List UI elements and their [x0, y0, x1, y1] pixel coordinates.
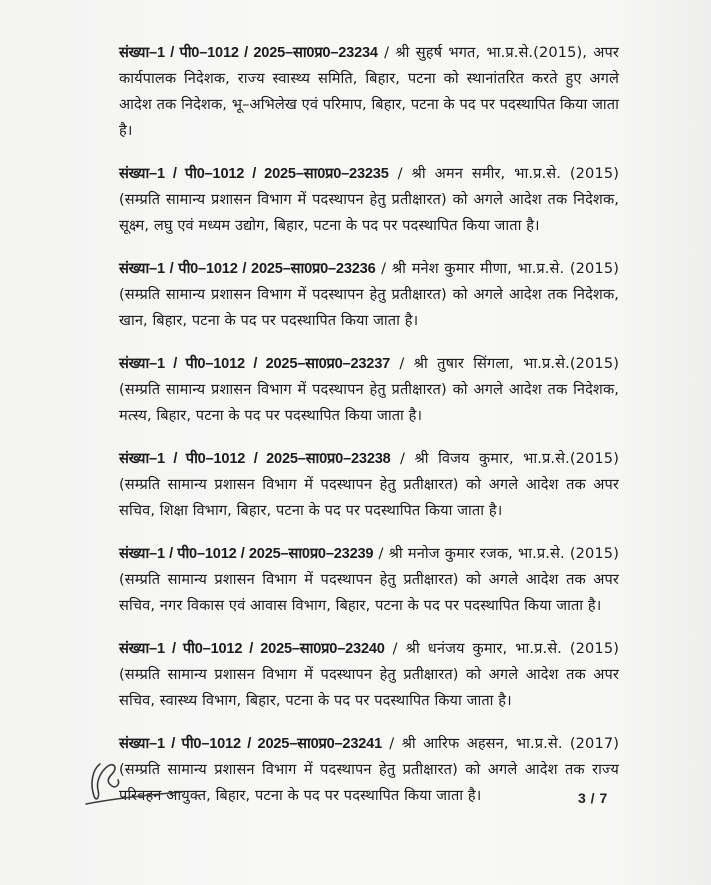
order-reference: संख्या–1 / पी0–1012 / 2025–सा0प्र0–23236 [119, 261, 376, 277]
order-paragraph-23236 [119, 256, 619, 334]
order-reference: संख्या–1 / पी0–1012 / 2025–सा0प्र0–23237 [119, 356, 391, 372]
order-paragraph-23234 [119, 40, 619, 144]
order-text: / श्री धनंजय कुमार, भा.प्र.से. (2015) (सम्प्रति सामान्य प्रशासन विभाग में पदस्थापन हेतु प्रतीक्षारत) को अगले आदेश तक अपर सचिव, स्वास्थ्य विभाग, बिहार, पटना के पद पर पदस्थापित किया जाता है। [119, 640, 619, 709]
order-text: / श्री मनेश कुमार मीणा, भा.प्र.से. (2015) (सम्प्रति सामान्य प्रशासन विभाग में पदस्थापन हेतु प्रतीक्षारत) को अगले आदेश तक निदेशक, खान, बिहार, पटना के पद पर पदस्थापित किया जाता है। [119, 260, 619, 329]
order-paragraph-23237 [119, 351, 619, 429]
order-paragraph-23240 [119, 636, 619, 714]
page-number: 3 / 7 [578, 790, 608, 806]
order-text: / श्री तुषार सिंगला, भा.प्र.से.(2015) (सम्प्रति सामान्य प्रशासन विभाग में पदस्थापन हेतु प्रतीक्षारत) को अगले आदेश तक निदेशक, मत्स्य, बिहार, पटना के पद पर पदस्थापित किया जाता है। [119, 355, 619, 424]
signature-initials-icon [78, 752, 188, 812]
order-paragraph-23238 [119, 446, 619, 524]
order-text: / श्री विजय कुमार, भा.प्र.से.(2015) (सम्प्रति सामान्य प्रशासन विभाग में पदस्थापन हेतु प्रतीक्षारत) को अगले आदेश तक अपर सचिव, शिक्षा विभाग, बिहार, पटना के पद पर पदस्थापित किया जाता है। [119, 450, 619, 519]
orders-list [119, 40, 619, 826]
order-reference: संख्या–1 / पी0–1012 / 2025–सा0प्र0–23234 [119, 45, 378, 61]
order-reference: संख्या–1 / पी0–1012 / 2025–सा0प्र0–23235 [119, 166, 389, 182]
order-text: / श्री आरिफ अहसन, भा.प्र.से. (2017) (सम्प्रति सामान्य प्रशासन विभाग में पदस्थापन हेतु प्रतीक्षारत) को अगले आदेश तक राज्य परिवहन आयुक्त, बिहार, पटना के पद पर पदस्थापित किया जाता है। [119, 735, 620, 804]
order-reference: संख्या–1 / पी0–1012 / 2025–सा0प्र0–23241 [119, 736, 383, 752]
order-reference: संख्या–1 / पी0–1012 / 2025–सा0प्र0–23240 [119, 641, 385, 657]
order-paragraph-23239 [119, 541, 619, 619]
order-reference: संख्या–1 / पी0–1012 / 2025–सा0प्र0–23239 [119, 546, 374, 562]
order-text: / श्री अमन समीर, भा.प्र.से. (2015) (सम्प्रति सामान्य प्रशासन विभाग में पदस्थापन हेतु प्रतीक्षारत) को अगले आदेश तक निदेशक, सूक्ष्म, लघु एवं मध्यम उद्योग, बिहार, पटना के पद पर पदस्थापित किया जाता है। [119, 165, 620, 234]
order-reference: संख्या–1 / पी0–1012 / 2025–सा0प्र0–23238 [119, 451, 391, 467]
order-text: / श्री सुहर्ष भगत, भा.प्र.से.(2015), अपर कार्यपालक निदेशक, राज्य स्वास्थ्य समिति, बिहार, पटना को स्थानांतरित करते हुए अगले आदेश तक निदेशक, भू–अभिलेख एवं परिमाप, बिहार, पटना के पद पर पदस्थापित किया जाता है। [119, 44, 619, 139]
order-text: / श्री मनोज कुमार रजक, भा.प्र.से. (2015) (सम्प्रति सामान्य प्रशासन विभाग में पदस्थापन हेतु प्रतीक्षारत) को अगले आदेश तक अपर सचिव, नगर विकास एवं आवास विभाग, बिहार, पटना के पद पर पदस्थापित किया जाता है। [119, 545, 619, 614]
order-paragraph-23235 [119, 161, 619, 239]
order-paragraph-23241 [119, 731, 619, 809]
